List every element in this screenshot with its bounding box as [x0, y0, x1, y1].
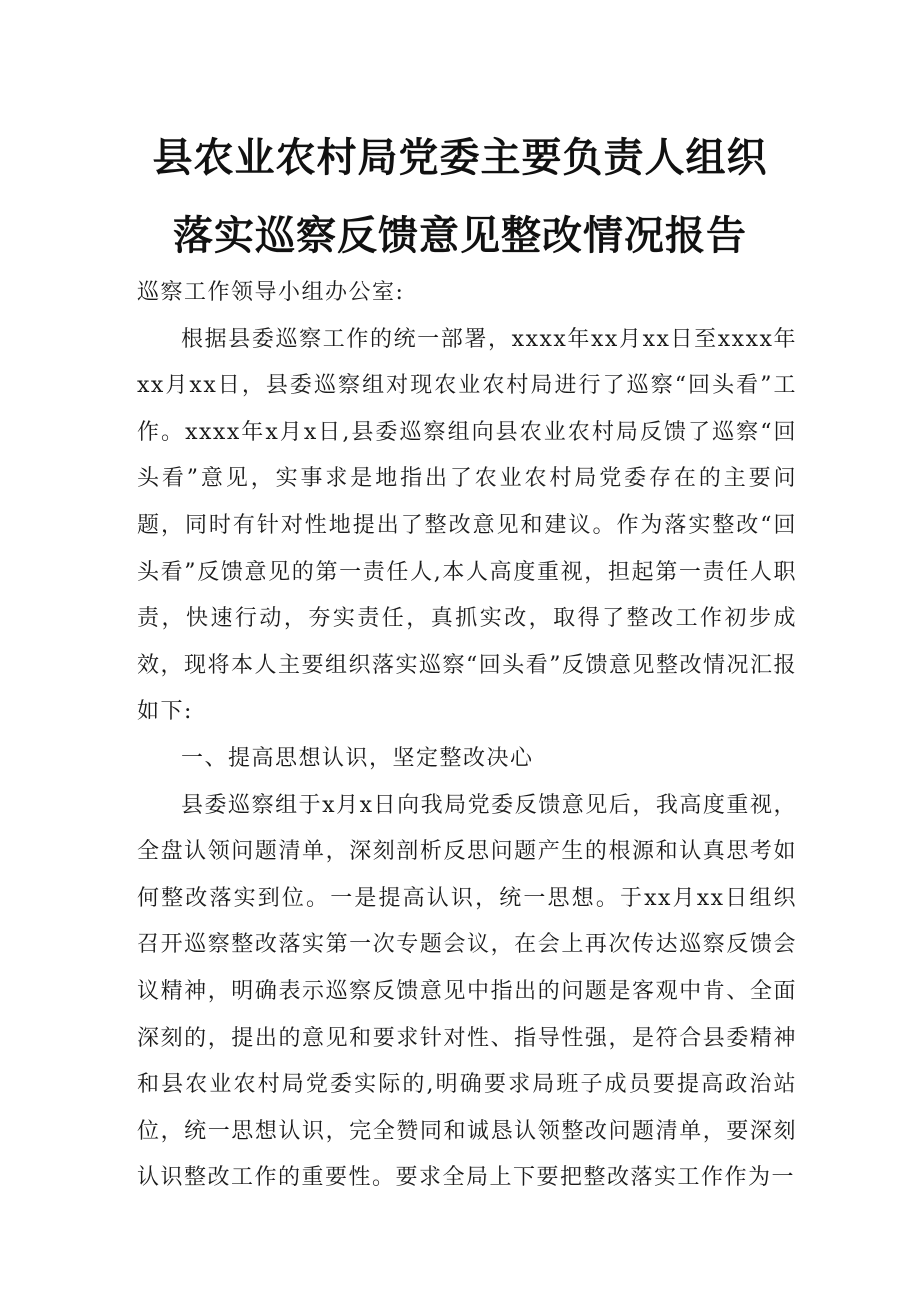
- document-title-line-1: 县农业农村局党委主要负责人组织: [152, 135, 768, 181]
- document-title-line-2: 落实巡察反馈意见整改情况报告: [173, 213, 747, 259]
- paragraph-section-1: 县委巡察组于x月x日向我局党委反馈意见后，我高度重视，全盘认领问题清单，深刻剖析反思问题产生的根源和认真思考如何整改落实到位。一是提高认识，统一思想。于xx月xx日组织召开巡察整改落实第一次专题会议，在会上再次传达巡察反馈会议精神，明确表示巡察反馈意见中指出的问题是客观中肯、全面深刻的，提出的意见和要求针对性、指导性强，是符合县委精神和县农业农村局党委实际的,明确要求局班子成员要提高政治站位，统一思想认识，完全赞同和诚恳认领整改问题清单，要深刻认识整改工作的重要性。要求全局上下要把整改落实工作作为一: [137, 792, 797, 1191]
- paragraph-intro: 根据县委巡察工作的统一部署，xxxx年xx月xx日至xxxx年xx月xx日，县委巡察组对现农业农村局进行了巡察“回头看”工作。xxxx年x月x日,县委巡察组向县农业农村局反馈了巡察“回头看”意见，实事求是地指出了农业农村局党委存在的主要问题，同时有针对性地提出了整改意见和建议。作为落实整改“回头看”反馈意见的第一责任人,本人高度重视，担起第一责任人职责，快速行动，夯实责任，真抓实改，取得了整改工作初步成效，现将本人主要组织落实巡察“回头看”反馈意见整改情况汇报如下:: [137, 326, 797, 725]
- section-heading-1: 一、提高思想认识，坚定整改决心: [181, 745, 534, 771]
- document-body: [137, 270, 797, 1202]
- salutation: 巡察工作领导小组办公室:: [137, 280, 405, 305]
